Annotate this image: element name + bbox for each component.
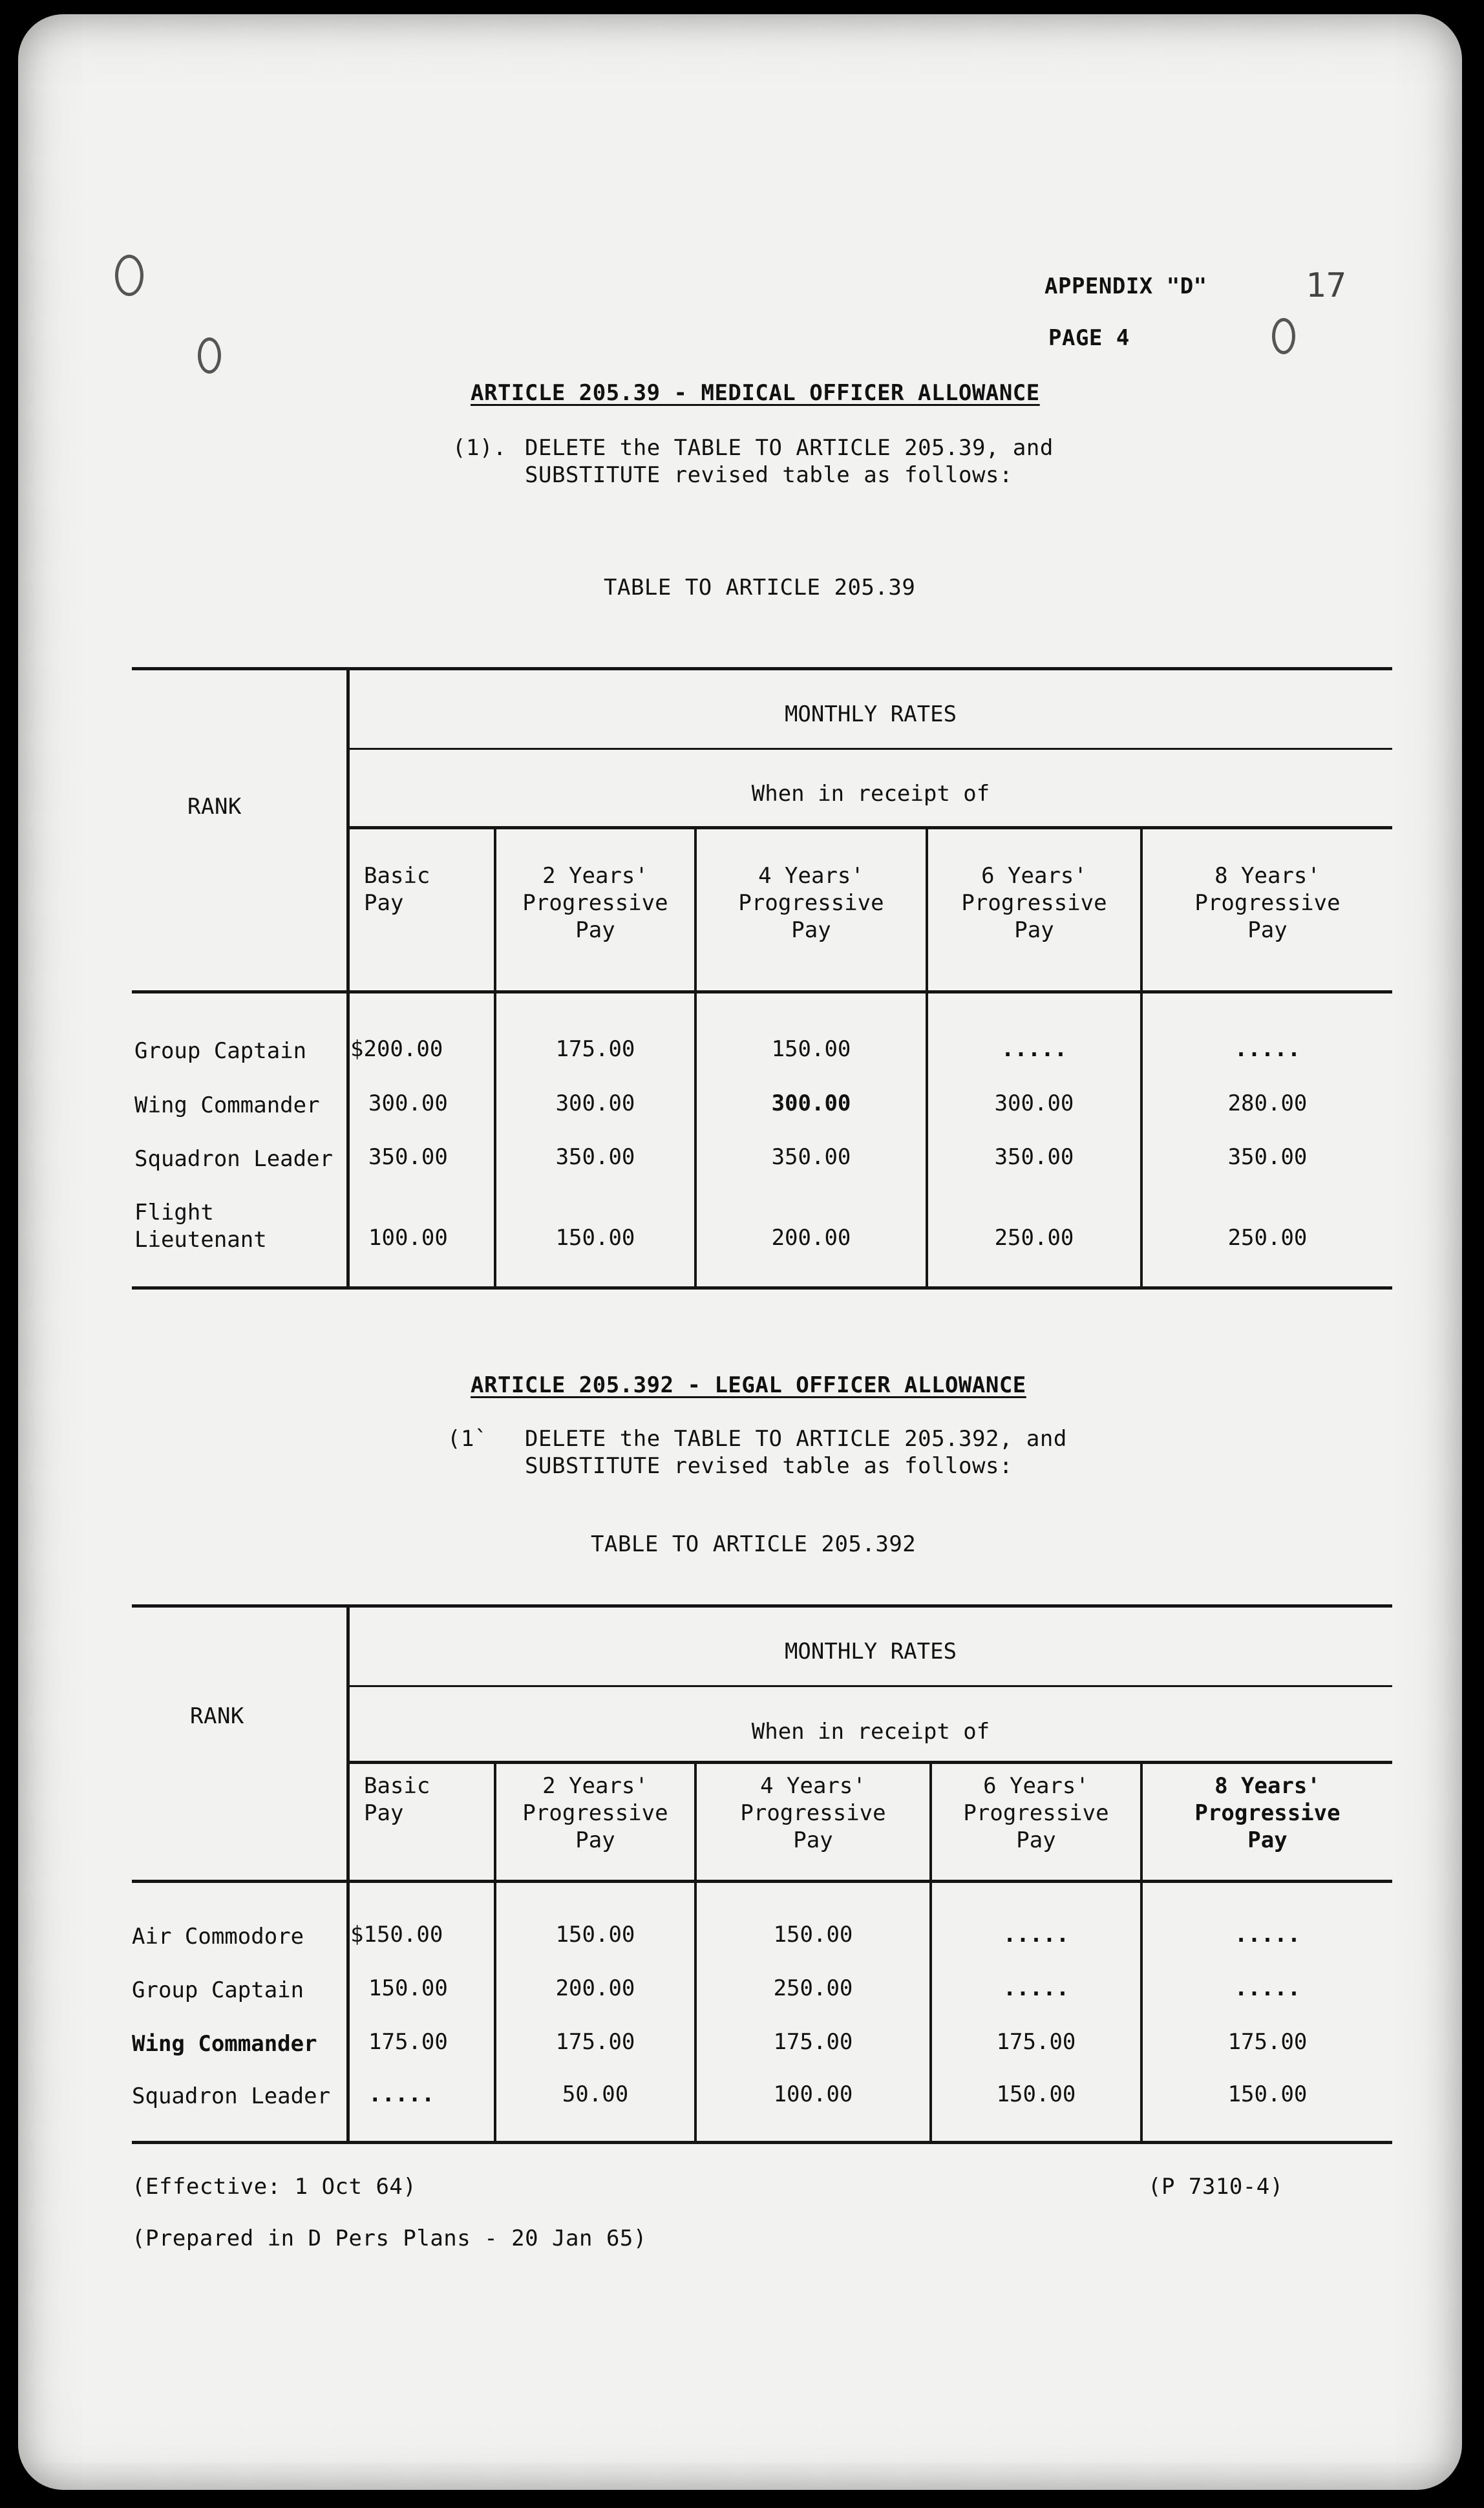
table2-row1-basic: $150.00: [350, 1922, 443, 1948]
section2-instruction-line2: SUBSTITUTE revised table as follows:: [525, 1453, 1013, 1479]
table1-row3-2yr: 350.00: [555, 1144, 635, 1170]
table2-monthly-rates-header: MONTHLY RATES: [784, 1639, 957, 1664]
table1-row2-basic: 300.00: [368, 1090, 448, 1116]
table1-receipt-rule: [349, 826, 1392, 829]
table2-col-8yr: 8 Years' Progressive Pay: [1194, 1773, 1341, 1853]
file-reference: (P 7310-4): [1148, 2174, 1284, 2200]
punch-hole-icon: [198, 337, 221, 374]
table2-row1-4yr: 150.00: [773, 1922, 853, 1948]
table2-receipt-header: When in receipt of: [751, 1719, 990, 1745]
table2-row2-basic: 150.00: [368, 1975, 448, 2001]
section2-item-number: (1`: [447, 1426, 488, 1452]
table1-row4-2yr: 150.00: [555, 1225, 635, 1251]
table1-rank-divider: [346, 668, 350, 1286]
table1-row4-basic: 100.00: [368, 1225, 448, 1251]
effective-date: (Effective: 1 Oct 64): [132, 2174, 417, 2200]
table1-row2-6yr: 300.00: [994, 1090, 1074, 1116]
table2-row2-6yr: .....: [1002, 1975, 1070, 2001]
section1-table-title: TABLE TO ARTICLE 205.39: [604, 575, 916, 600]
table2-row3-rank: Wing Commander: [132, 2031, 317, 2057]
punch-hole-left-icon: [115, 255, 143, 296]
table2-row1-2yr: 150.00: [555, 1922, 635, 1948]
table2-row1-rank: Air Commodore: [132, 1924, 304, 1950]
table1-row1-2yr: 175.00: [555, 1036, 635, 1062]
table2-row4-basic: .....: [368, 2081, 435, 2107]
table2-row4-rank: Squadron Leader: [132, 2083, 331, 2109]
table2-row2-4yr: 250.00: [773, 1975, 853, 2001]
page-number: 17: [1306, 266, 1347, 305]
table2-row3-2yr: 175.00: [555, 2029, 635, 2055]
table2-row4-6yr: 150.00: [996, 2081, 1076, 2107]
section1-item-number: (1).: [452, 435, 507, 461]
page-label: PAGE 4: [1048, 325, 1130, 351]
section1-title: ARTICLE 205.39 - MEDICAL OFFICER ALLOWANCE: [471, 380, 1040, 406]
table1-row4-6yr: 250.00: [994, 1225, 1074, 1251]
table1-col-2yr: 2 Years' Progressive Pay: [522, 863, 668, 943]
table1-row1-6yr: .....: [1001, 1036, 1068, 1062]
table1-bottom-rule: [132, 1286, 1392, 1290]
table2-row4-4yr: 100.00: [773, 2081, 853, 2107]
table2-row4-8yr: 150.00: [1227, 2081, 1308, 2107]
table1-row2-rank: Wing Commander: [134, 1092, 320, 1118]
table1-row2-2yr: 300.00: [555, 1090, 635, 1116]
table1-col-8yr: 8 Years' Progressive Pay: [1194, 863, 1341, 943]
table2-row3-4yr: 175.00: [773, 2029, 853, 2055]
table2-bottom-rule: [132, 2141, 1392, 2144]
table1-row4-rank: Flight Lieutenant: [134, 1200, 267, 1253]
table1-row4-8yr: 250.00: [1227, 1225, 1308, 1251]
table1-header-rule: [132, 990, 1392, 994]
section2-instruction-line1: DELETE the TABLE TO ARTICLE 205.392, and: [525, 1426, 1067, 1452]
table2-col-6yr: 6 Years' Progressive Pay: [963, 1773, 1109, 1853]
section1-instruction-line1: DELETE the TABLE TO ARTICLE 205.39, and: [525, 435, 1054, 461]
table2-rank-divider: [346, 1606, 350, 2141]
table2-monthly-rule: [349, 1685, 1392, 1687]
section2-title: ARTICLE 205.392 - LEGAL OFFICER ALLOWANCE: [471, 1372, 1026, 1398]
table1-row3-basic: 350.00: [368, 1144, 448, 1170]
table2-row3-6yr: 175.00: [996, 2029, 1076, 2055]
table2-top-rule: [132, 1604, 1392, 1608]
table1-row3-rank: Squadron Leader: [134, 1146, 334, 1172]
table2-row1-6yr: .....: [1002, 1922, 1070, 1948]
table1-row1-4yr: 150.00: [771, 1036, 851, 1062]
table1-col-4yr: 4 Years' Progressive Pay: [738, 863, 884, 943]
document-page: [18, 14, 1462, 2490]
table1-col-basic-pay: Basic Pay: [364, 863, 430, 916]
table1-top-rule: [132, 667, 1392, 670]
punch-hole-right-icon: [1272, 318, 1295, 354]
table1-row2-8yr: 280.00: [1227, 1090, 1308, 1116]
table2-row2-rank: Group Captain: [132, 1977, 304, 2003]
table2-row3-basic: 175.00: [368, 2029, 448, 2055]
table2-col-basic-pay: Basic Pay: [364, 1773, 430, 1826]
table2-row3-8yr: 175.00: [1227, 2029, 1308, 2055]
prepared-note: (Prepared in D Pers Plans - 20 Jan 65): [132, 2226, 647, 2251]
table1-row2-4yr: 300.00: [771, 1090, 851, 1116]
table1-row1-rank: Group Captain: [134, 1038, 307, 1064]
table2-row2-8yr: .....: [1234, 1975, 1301, 2001]
table2-col-4yr: 4 Years' Progressive Pay: [740, 1773, 886, 1853]
table1-receipt-header: When in receipt of: [751, 781, 990, 807]
section2-table-title: TABLE TO ARTICLE 205.392: [591, 1531, 917, 1557]
table2-row2-2yr: 200.00: [555, 1975, 635, 2001]
table2-row1-8yr: .....: [1234, 1922, 1301, 1948]
table1-row3-8yr: 350.00: [1227, 1144, 1308, 1170]
table2-rank-header: RANK: [190, 1703, 244, 1729]
table2-row4-2yr: 50.00: [562, 2081, 629, 2107]
table1-row3-6yr: 350.00: [994, 1144, 1074, 1170]
table1-col-6yr: 6 Years' Progressive Pay: [961, 863, 1107, 943]
table1-row4-4yr: 200.00: [771, 1225, 851, 1251]
appendix-label: APPENDIX "D": [1044, 273, 1207, 299]
table1-row3-4yr: 350.00: [771, 1144, 851, 1170]
table1-monthly-rates-header: MONTHLY RATES: [784, 701, 957, 727]
table1-row1-basic: $200.00: [350, 1036, 443, 1062]
section1-instruction-line2: SUBSTITUTE revised table as follows:: [525, 462, 1013, 488]
table2-receipt-rule: [349, 1761, 1392, 1764]
table2-col-2yr: 2 Years' Progressive Pay: [522, 1773, 668, 1853]
table1-monthly-rule: [349, 748, 1392, 750]
table2-header-rule: [132, 1880, 1392, 1883]
table1-row1-8yr: .....: [1234, 1036, 1301, 1062]
table1-rank-header: RANK: [187, 794, 242, 820]
